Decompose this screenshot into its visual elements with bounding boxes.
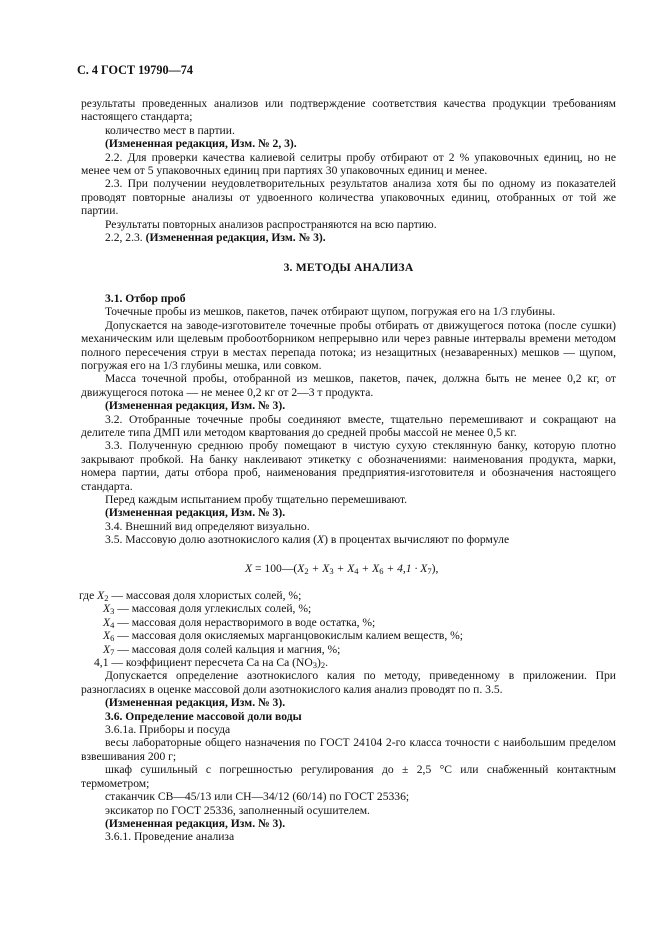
section-title: 3. МЕТОДЫ АНАЛИЗА [283, 261, 414, 275]
clause-3-6-1a: 3.6.1а. Приборы и посуда [105, 723, 231, 737]
paragraph: результаты проведенных анализов или подтверждение соответствия качества продукции требованиям настоящего стандарта; [81, 97, 616, 124]
clause-3-6-title: 3.6. Определение массовой доли воды [105, 709, 302, 723]
clause-2-3: 2.3. При получении неудовлетворительных результатов анализа хотя бы по одному из показателей проводят повторные анализы от удвоенного количества упаковочных единиц, отобранных от той же партии. [81, 177, 616, 218]
clause-3-6-1: 3.6.1. Проведение анализа [105, 830, 235, 844]
definition-item: $X_4$ — массовая доля нерастворимого в воде остатка, %; [103, 615, 376, 630]
clause-3-2: 3.2. Отобранные точечные пробы соединяют вместе, тщательно перемешивают и сокращают на делителе типа ДМП или методом квартования до средней пробы массой не менее 0,5 кг. [81, 412, 616, 439]
edition-note: (Измененная редакция, Изм. № 3). [105, 506, 286, 520]
definition-item: $X_6$ — массовая доля окисляемых марганцовокислым калием веществ, %; [103, 629, 463, 644]
paragraph: Допускается определение азотнокислого калия по методу, приведенному в приложении. При разногласиях в оценке массовой доли азотнокислого калия анализ проводят по п. 3.5. [81, 669, 616, 696]
paragraph: количество мест в партии. [105, 123, 235, 137]
clause-3-4: 3.4. Внешний вид определяют визуально. [105, 519, 310, 533]
edition-note: (Измененная редакция, Изм. № 3). [105, 696, 286, 710]
definition-item: где $X_2$ — массовая доля хлористых солей, %; [79, 589, 302, 603]
edition-note: (Измененная редакция, Изм. № 3). [105, 816, 286, 830]
definition-item: $X_3$ — массовая доля углекислых солей, %; [103, 602, 312, 617]
edition-note: (Измененная редакция, Изм. № 2, 3). [105, 137, 297, 151]
page-header: С. 4 ГОСТ 19790—74 [77, 63, 193, 77]
coefficient-definition: 4,1 — коэффициент пересчета Са на Са $(NO_3)_2$. [94, 656, 329, 671]
edition-note: 2.2, 2.3. (Измененная редакция, Изм. № 3). [105, 231, 326, 245]
list-item: шкаф сушильный с погрешностью регулирования до ± 2,5 °С или снабженный контактным термометром; [81, 763, 616, 790]
definition-item: $X_7$ — массовая доля солей кальция и магния, %; [103, 642, 341, 657]
list-item: весы лабораторные общего назначения по ГОСТ 24104 2-го класса точности с наибольшим пределом взвешивания 200 г; [81, 736, 616, 763]
paragraph: Перед каждым испытанием пробу тщательно перемешивают. [105, 492, 408, 506]
clause-3-5: 3.5. Массовую долю азотнокислого калия (X) в процентах вычисляют по формуле [105, 533, 510, 547]
list-item: эксикатор по ГОСТ 25336, заполненный осушителем. [105, 803, 370, 817]
paragraph: Допускается на заводе-изготовителе точечные пробы отбирать от движущегося потока (после сушки) механическим или щелевым пробоотборником непрерывно или через равные интервалы времени методом полного пересечения струи в местах перепада потока; из незащитных (незаваренных) мешков — щупом, погружая его на 1/3 глубины мешка, или совком. [81, 318, 616, 372]
clause-2-2: 2.2. Для проверки качества калиевой селитры пробу отбирают от 2 % упаковочных единиц, но не менее чем от 5 упаковочных единиц при партиях 30 упаковочных единиц и менее. [81, 150, 616, 178]
formula: $X = 100—(X_2 + X_3 + X_4 + X_6 + 4,1 \cdot X_7)$, [245, 561, 439, 576]
paragraph: Результаты повторных анализов распространяются на всю партию. [105, 217, 437, 231]
document-body [81, 97, 616, 844]
list-item: стаканчик СВ—45/13 или СН—34/12 (60/14) по ГОСТ 25336; [105, 790, 410, 804]
paragraph: Масса точечной пробы, отобранной из мешков, пакетов, пачек, должна быть не менее 0,2 кг, от движущегося потока — не менее 0,2 кг от 2—3 т продукта. [81, 372, 616, 399]
clause-3-3: 3.3. Полученную среднюю пробу помещают в чистую сухую стеклянную банку, которую плотно закрывают пробкой. На банку наклеивают этикетку с обозначениями: наименования продукта, марки, номера партии, даты отбора проб, наименования предприятия-изготовителя и обозначения настоящего стандарта. [81, 439, 616, 493]
clause-3-1-title: 3.1. Отбор проб [105, 291, 186, 305]
paragraph: Точечные пробы из мешков, пакетов, пачек отбирают щупом, погружая его на 1/3 глубины. [105, 305, 556, 319]
edition-note: (Измененная редакция, Изм. № 3). [105, 399, 286, 413]
